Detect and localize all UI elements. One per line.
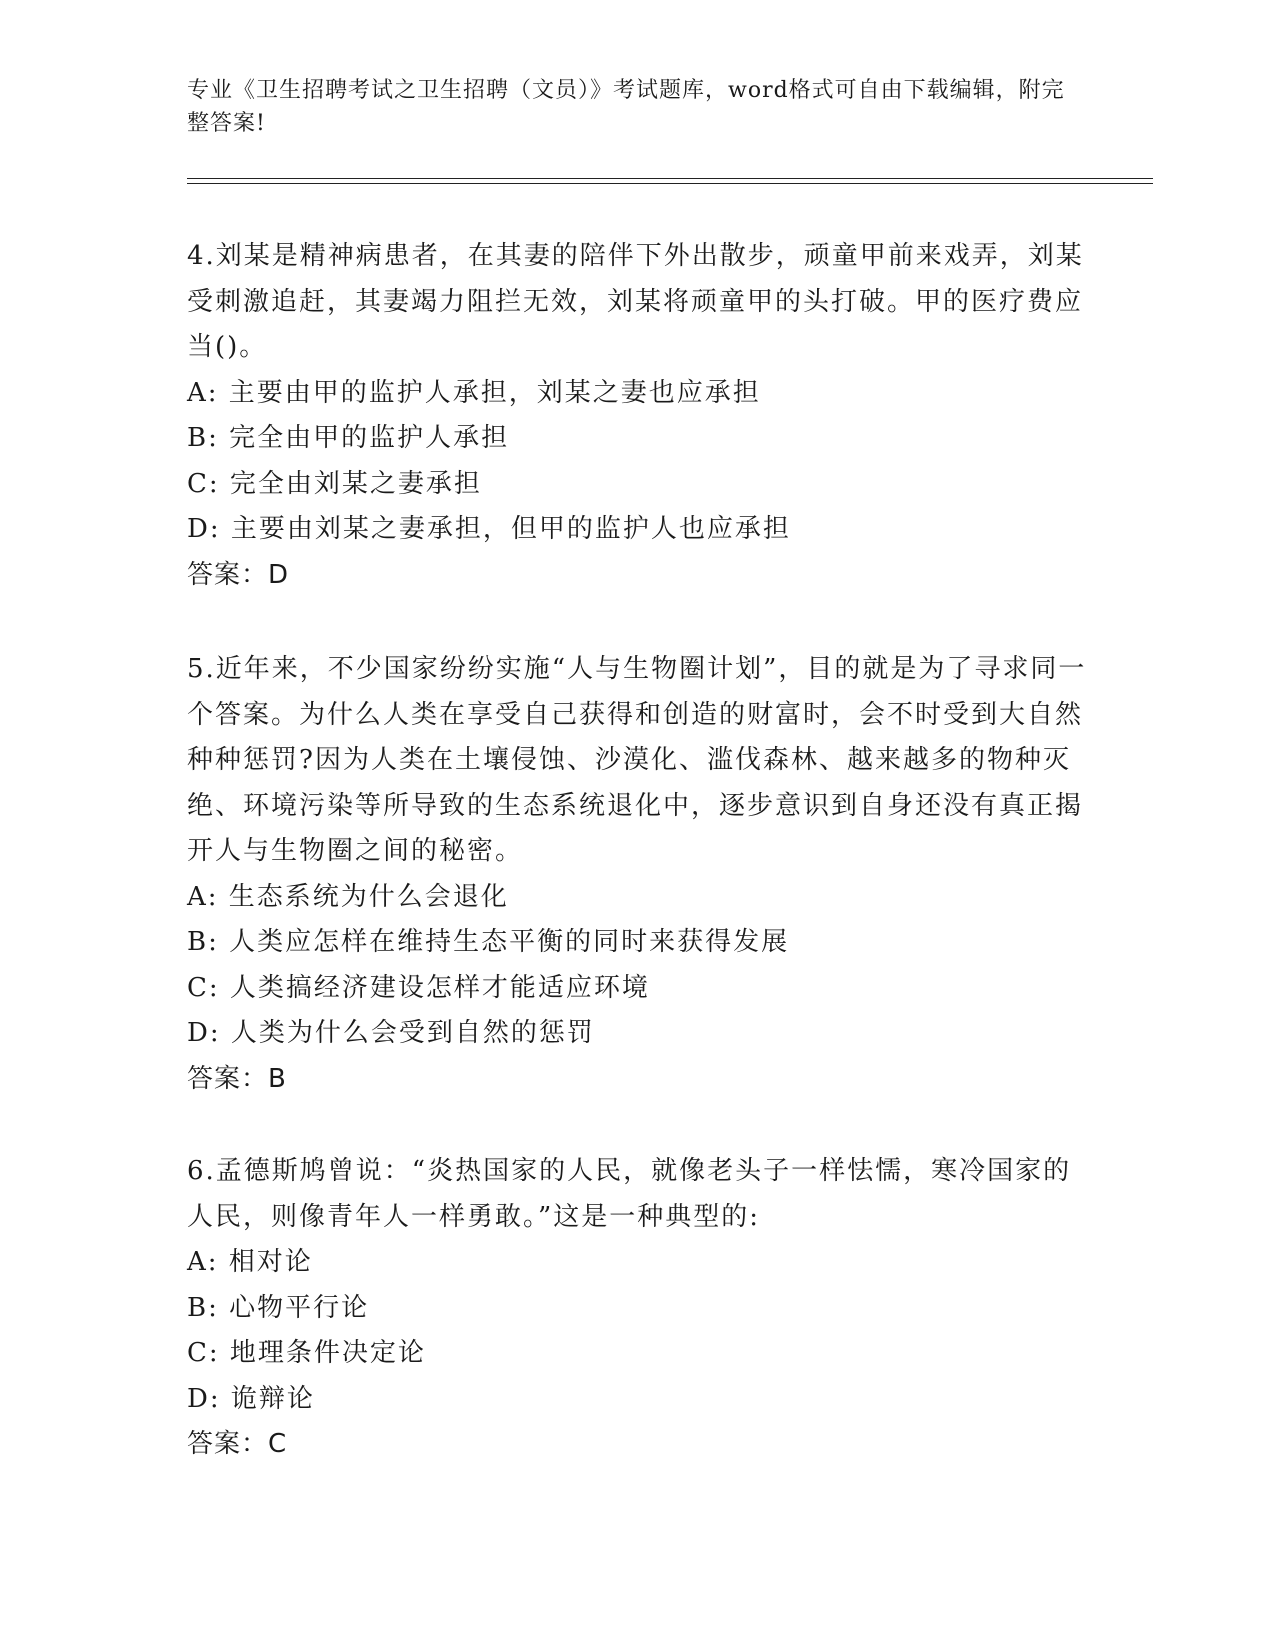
answer: 答案：B [187,1063,287,1094]
option-c: C: 完全由刘某之妻承担 [187,468,482,499]
document-header: 专业《卫生招聘考试之卫生招聘（文员）》考试题库，word格式可自由下载编辑，附完整答案! [187,78,1065,136]
answer: 答案：C [187,1429,288,1459]
option-b: B: 人类应怎样在维持生态平衡的同时来获得发展 [187,927,790,957]
question-stem: 4.刘某是精神病患者，在其妻的陪伴下外出散步，顽童甲前来戏弄，刘某受刺激追赶，其妻竭力阻拦无效，刘某将顽童甲的头打破。甲的医疗费应当()。 [187,241,1084,362]
question-5 [187,647,1087,1102]
option-c: C: 人类搞经济建设怎样才能适应环境 [187,972,650,1003]
option-a: A: 相对论 [187,1247,313,1277]
option-d: D: 主要由刘某之妻承担，但甲的监护人也应承担 [187,514,791,544]
option-d: D: 人类为什么会受到自然的惩罚 [187,1018,595,1048]
option-b: B: 完全由甲的监护人承担 [187,423,510,453]
question-4 [187,234,1087,598]
question-6 [187,1149,1087,1468]
option-c: C: 地理条件决定论 [187,1338,426,1368]
option-d: D: 诡辩论 [187,1383,315,1414]
option-a: A: 主要由甲的监护人承担，刘某之妻也应承担 [187,377,761,408]
question-stem: 6.孟德斯鸠曾说：“炎热国家的人民，就像老头子一样怯懦，寒冷国家的人民，则像青年人一样勇敢。”这是一种典型的: [187,1156,1072,1232]
option-a: A: 生态系统为什么会退化 [187,881,509,912]
question-stem: 5.近年来，不少国家纷纷实施“人与生物圈计划”，目的就是为了寻求同一个答案。为什么人类在享受自己获得和创造的财富时，会不时受到大自然种种惩罚?因为人类在土壤侵蚀、沙漠化、滥伐森林、越来越多的物种灭绝、环境污染等所导致的生态系统退化中，逐步意识到自身还没有真正揭开人与生物圈之间的秘密。 [187,654,1087,866]
answer: 答案：D [187,559,290,590]
option-b: B: 心物平行论 [187,1292,370,1323]
header-double-rule [187,178,1153,184]
